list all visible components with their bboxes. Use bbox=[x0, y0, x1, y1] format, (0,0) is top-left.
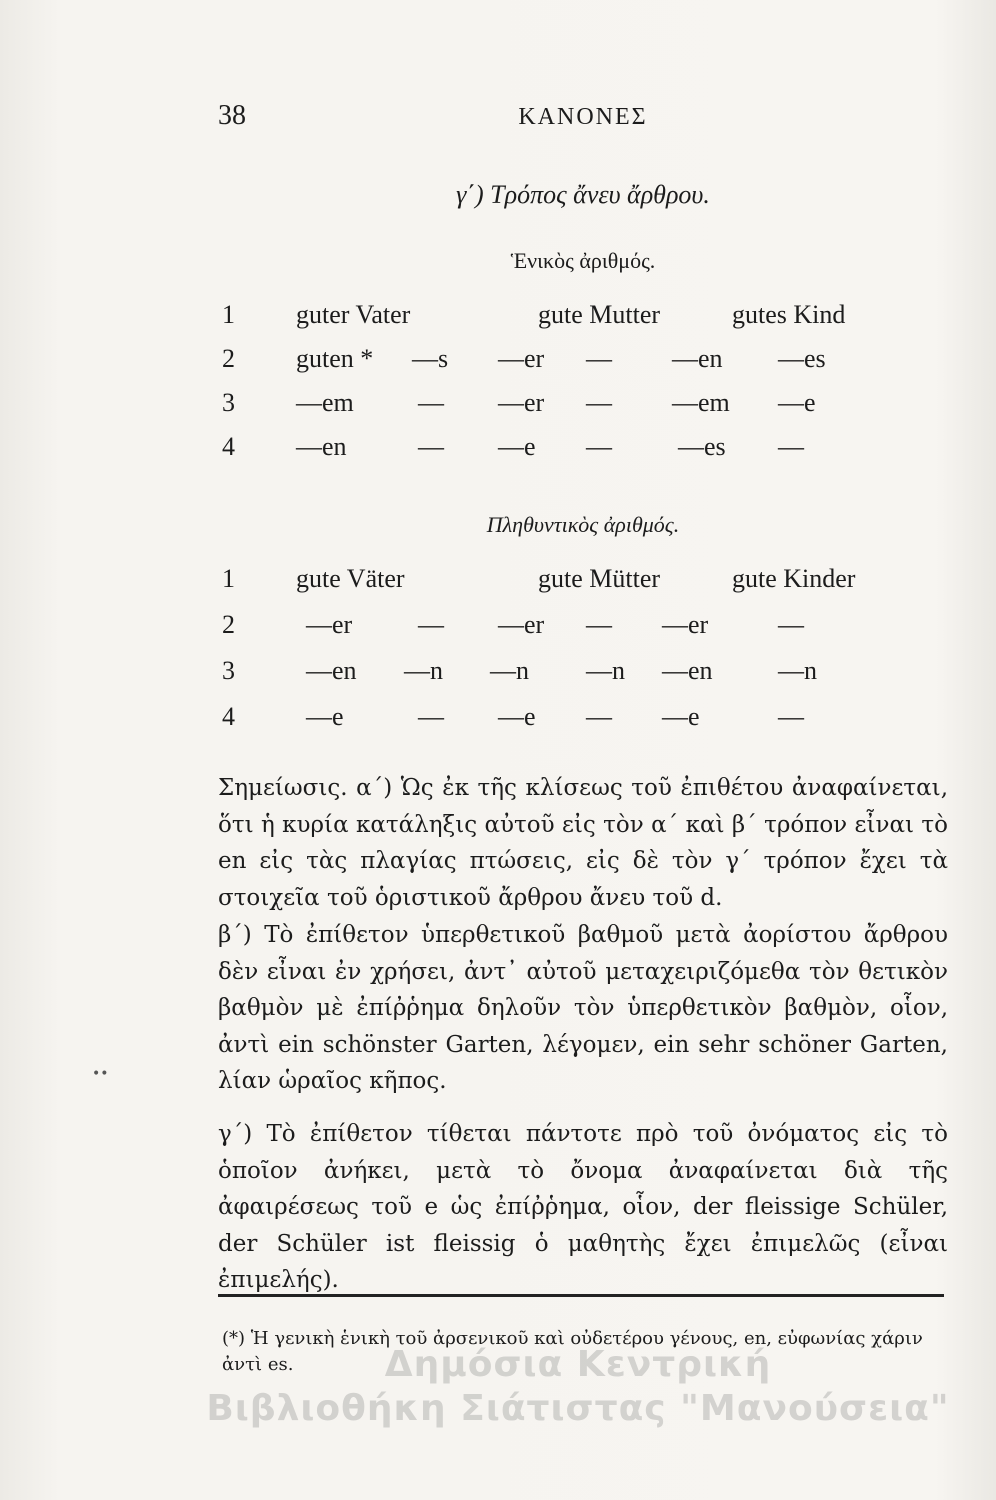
plural-cell: — bbox=[418, 610, 444, 639]
plural-cell: 2 bbox=[222, 610, 235, 639]
singular-declension-table bbox=[222, 300, 922, 476]
plural-cell: — bbox=[778, 702, 804, 731]
plural-cell: — bbox=[778, 610, 804, 639]
plural-cell: —er bbox=[662, 610, 709, 639]
singular-cell: —e bbox=[778, 388, 816, 417]
plural-cell: — bbox=[418, 702, 444, 731]
note-a-text: Σημείωσις. α΄) Ὡς ἐκ τῆς κλίσεως τοῦ ἐπιθέτου ἀναφαίνεται, ὅτι ἡ κυρία κατάληξις αὐτοῦ εἰς τὸν α΄ καὶ β΄ τρόπον εἶναι τὸ en εἰς τὰς πλαγίας πτώσεις, εἰς δὲ τὸν γ΄ τρόπον ἔχει τὰ στοιχεῖα τοῦ ὁριστικοῦ ἄρθρου ἄνευ τοῦ d. bbox=[218, 775, 948, 911]
note-a bbox=[218, 770, 948, 916]
singular-cell: 3 bbox=[222, 388, 235, 417]
plural-cell: —n bbox=[586, 656, 625, 685]
singular-cell: —em bbox=[672, 388, 730, 417]
singular-cell: 4 bbox=[222, 432, 235, 461]
plural-cell: —n bbox=[490, 656, 529, 685]
plural-cell: —er bbox=[498, 610, 545, 639]
section-title: γ΄) Τρόπος ἄνευ ἄρθρου. bbox=[456, 180, 710, 209]
margin-mark-icon: •• bbox=[92, 1066, 109, 1082]
plural-cell: — bbox=[586, 702, 612, 731]
plural-cell: gute Väter bbox=[296, 564, 405, 593]
singular-cell: —er bbox=[498, 388, 545, 417]
plural-row bbox=[222, 610, 922, 656]
plural-cell: gute Kinder bbox=[732, 564, 856, 593]
singular-cell: —er bbox=[498, 344, 545, 373]
plural-row bbox=[222, 656, 922, 702]
singular-cell: gutes Kind bbox=[732, 300, 846, 329]
singular-cell: — bbox=[586, 388, 612, 417]
singular-cell: —s bbox=[412, 344, 449, 373]
plural-cell: —er bbox=[306, 610, 353, 639]
plural-row bbox=[222, 564, 922, 610]
singular-heading: Ἑνικὸς ἀριθμός. bbox=[510, 248, 656, 273]
plural-cell: —e bbox=[306, 702, 344, 731]
singular-cell: — bbox=[778, 432, 804, 461]
singular-cell: gute Mutter bbox=[538, 300, 661, 329]
singular-cell: —em bbox=[296, 388, 354, 417]
plural-declension-table bbox=[222, 564, 922, 748]
plural-cell: gute Mütter bbox=[538, 564, 661, 593]
singular-cell: guter Vater bbox=[296, 300, 411, 329]
singular-cell: — bbox=[586, 432, 612, 461]
note-b-text: β΄) Τὸ ἐπίθετον ὑπερθετικοῦ βαθμοῦ μετὰ ἀορίστου ἄρθρου δὲν εἶναι ἐν χρήσει, ἀντ᾽ αὐτοῦ μεταχειριζόμεθα τὸν θετικὸν βαθμὸν μὲ ἐπίῤῥημα δηλοῦν τὸν ὑπερθετικὸν βαθμὸν, οἷον, ἀντὶ ein schönster Garten, λέγομεν, ein sehr schöner Garten, λίαν ὡραῖος κῆπος. bbox=[218, 922, 948, 1094]
watermark-line-1: Δημόσια Κεντρική bbox=[384, 1344, 772, 1385]
singular-cell: —en bbox=[296, 432, 347, 461]
singular-cell: —en bbox=[672, 344, 723, 373]
plural-cell: —en bbox=[306, 656, 357, 685]
singular-row bbox=[222, 432, 922, 476]
footnote-rule bbox=[218, 1294, 944, 1297]
singular-cell: 2 bbox=[222, 344, 235, 373]
plural-cell: —en bbox=[662, 656, 713, 685]
singular-cell: —es bbox=[778, 344, 826, 373]
singular-cell: — bbox=[418, 388, 444, 417]
singular-row bbox=[222, 300, 922, 344]
note-b bbox=[218, 917, 948, 1100]
note-c bbox=[218, 1116, 948, 1299]
running-title: ΚΑΝΟΝΕΣ bbox=[518, 104, 648, 130]
singular-row bbox=[222, 388, 922, 432]
page-number: 38 bbox=[218, 100, 246, 131]
singular-cell: —e bbox=[498, 432, 536, 461]
plural-cell: — bbox=[586, 610, 612, 639]
singular-cell: — bbox=[586, 344, 612, 373]
plural-cell: 4 bbox=[222, 702, 235, 731]
plural-cell: —n bbox=[404, 656, 443, 685]
singular-cell: —es bbox=[678, 432, 726, 461]
plural-cell: —e bbox=[498, 702, 536, 731]
plural-cell: —n bbox=[778, 656, 817, 685]
watermark-line-2: Βιβλιοθήκη Σιάτιστας "Μανούσεια" bbox=[206, 1388, 950, 1429]
plural-row bbox=[222, 702, 922, 748]
singular-row bbox=[222, 344, 922, 388]
plural-heading: Πληθυντικὸς ἀριθμός. bbox=[486, 512, 680, 537]
singular-cell: guten * bbox=[296, 344, 374, 373]
plural-cell: 3 bbox=[222, 656, 235, 685]
page-header bbox=[218, 100, 948, 140]
singular-cell: — bbox=[418, 432, 444, 461]
singular-cell: 1 bbox=[222, 300, 235, 329]
plural-cell: 1 bbox=[222, 564, 235, 593]
note-c-text: γ΄) Τὸ ἐπίθετον τίθεται πάντοτε πρὸ τοῦ ὀνόματος εἰς τὸ ὁποῖον ἀνήκει, μετὰ τὸ ὄνομα ἀναφαίνεται διὰ τῆς ἀφαιρέσεως τοῦ e ὡς ἐπίῤῥημα, οἷον, der fleissige Schüler, der Schüler ist fleissig ὁ μαθητὴς ἔχει ἐπιμελῶς (εἶναι ἐπιμελής). bbox=[218, 1121, 948, 1293]
plural-cell: —e bbox=[662, 702, 700, 731]
footnote: (*) Ἡ γενικὴ ἑνικὴ τοῦ ἀρσενικοῦ καὶ οὐδετέρου γένους, en, εὐφωνίας χάριν ἀντὶ es. bbox=[222, 1328, 923, 1375]
